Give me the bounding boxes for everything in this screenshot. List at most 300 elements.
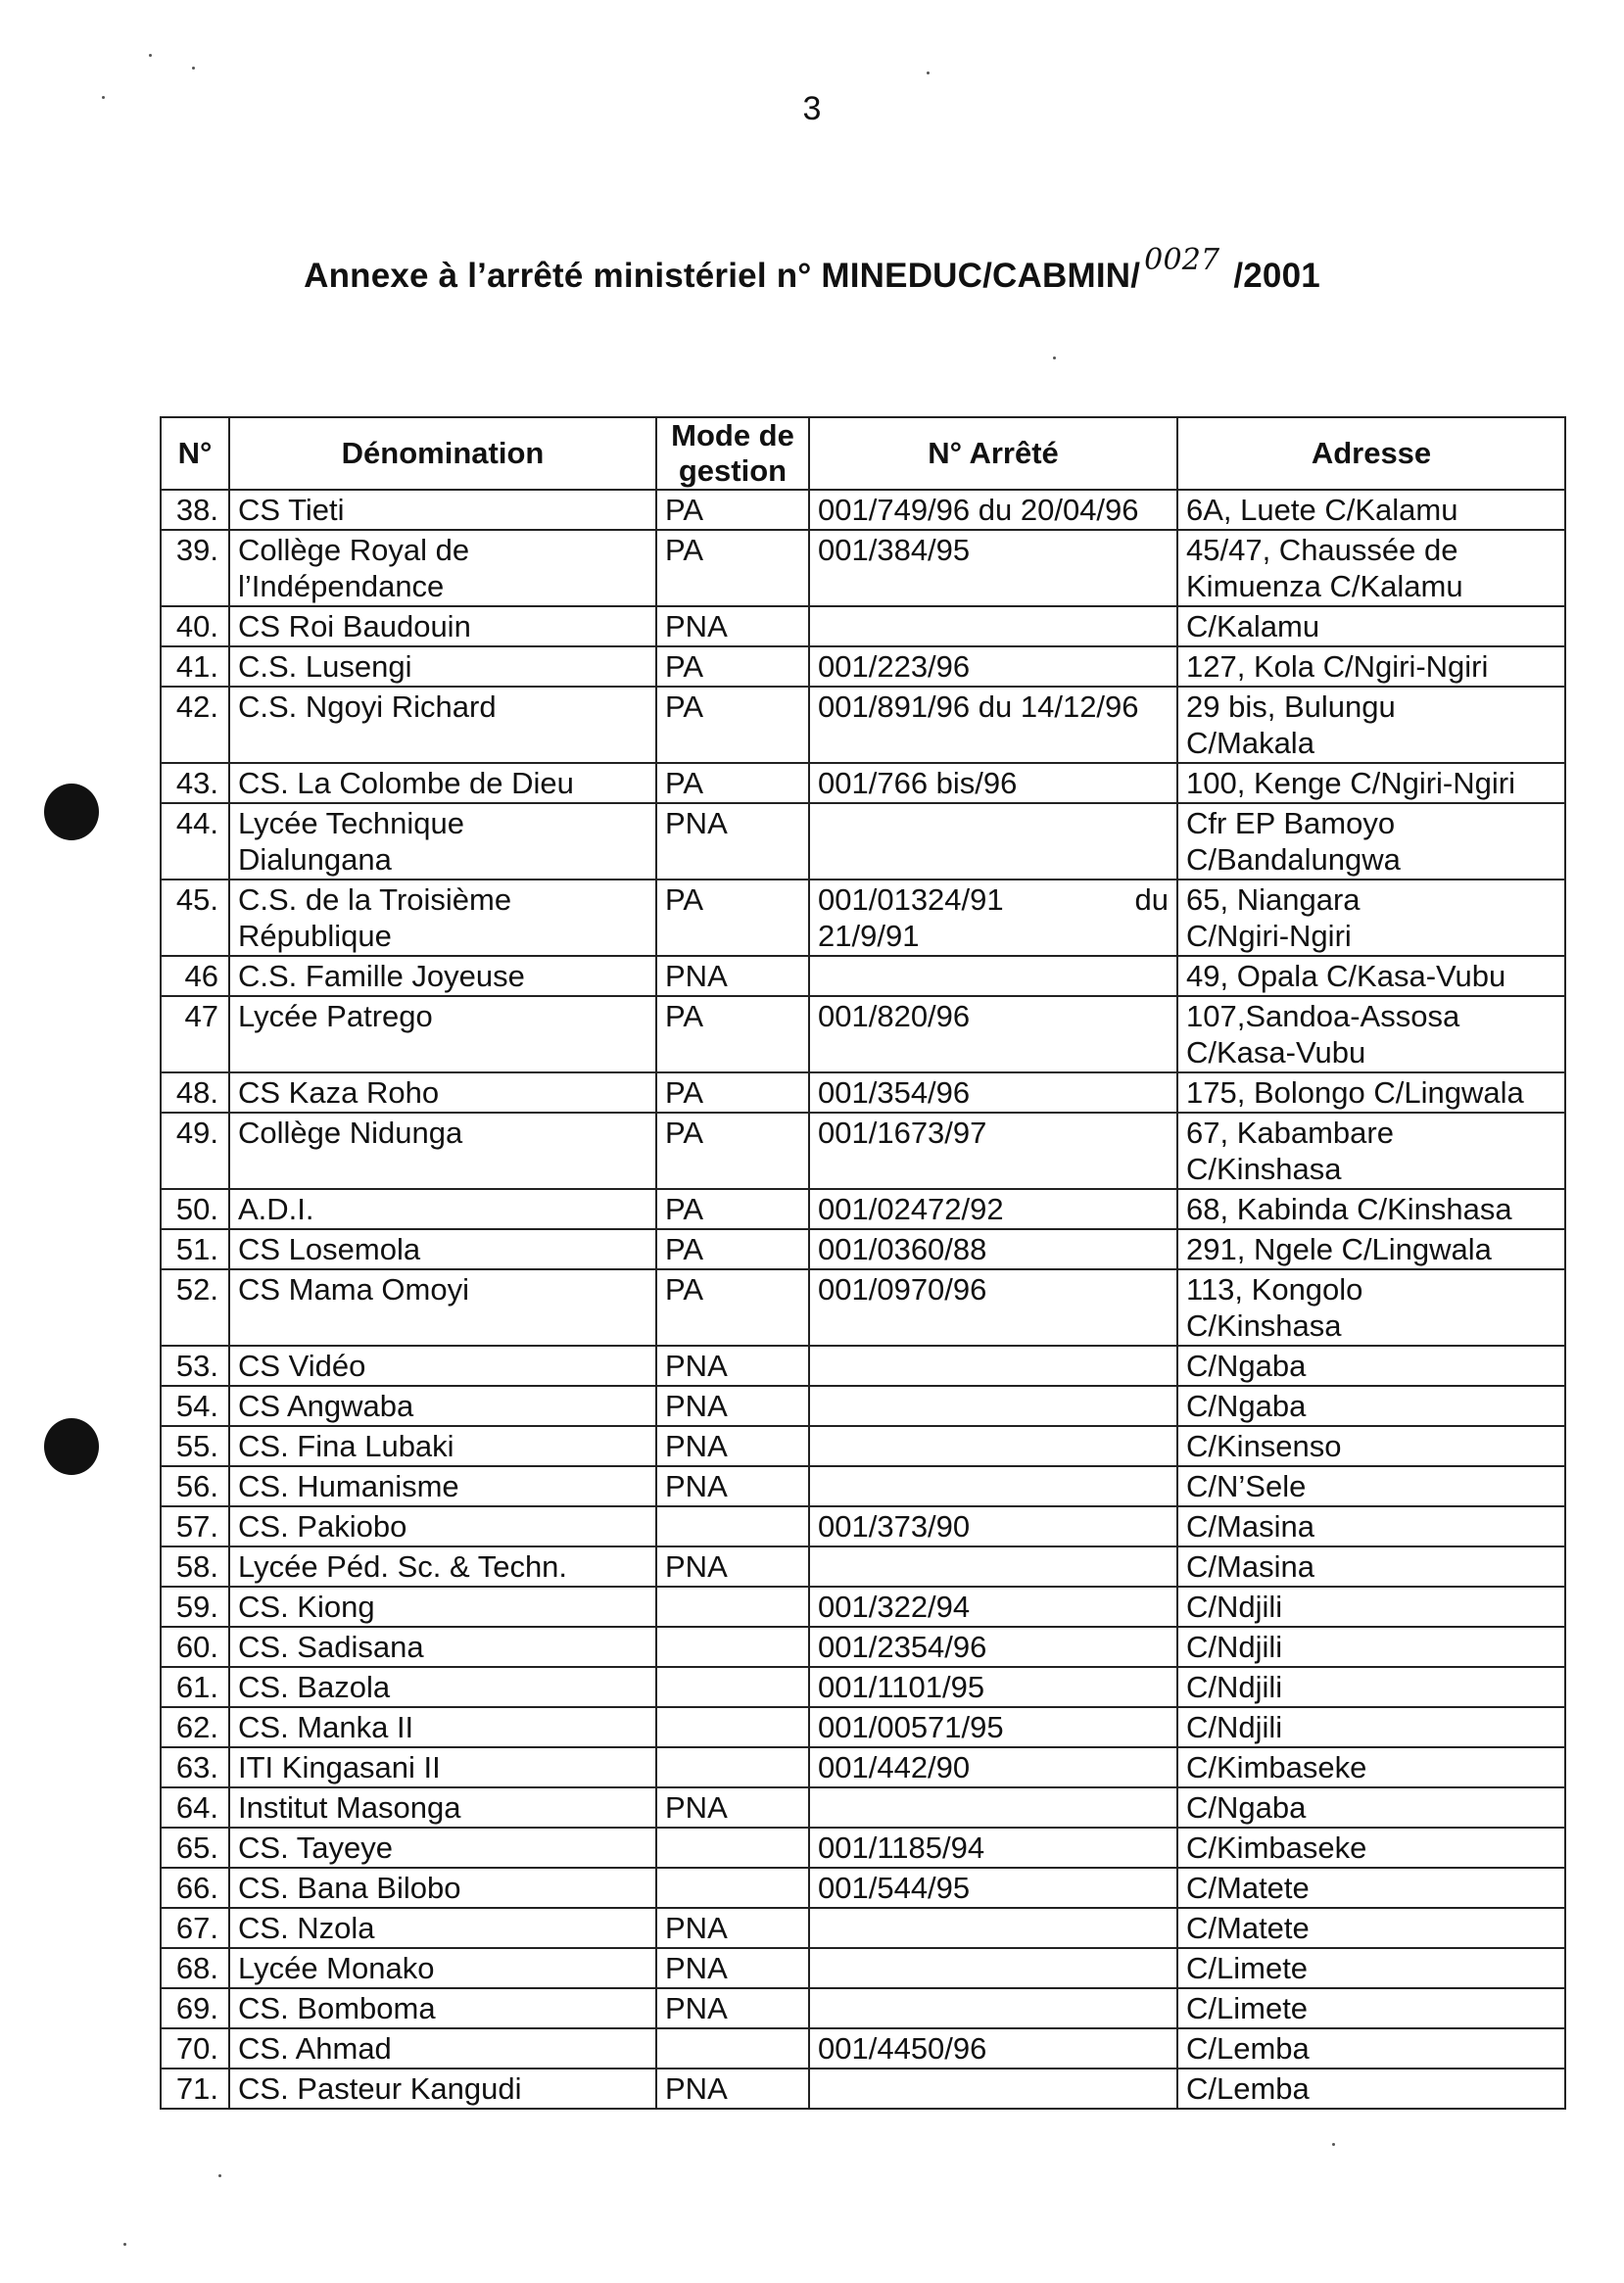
header-arrete: N° Arrêté — [809, 417, 1177, 490]
adresse-cell — [1177, 1506, 1565, 1546]
denomination-text: CS. Nzola — [238, 1911, 375, 1945]
title-prefix: Annexe à l’arrêté ministériel n° MINEDUC/CABMIN/ — [304, 257, 1141, 295]
table-row — [161, 1269, 1565, 1346]
table-row — [161, 1229, 1565, 1269]
arrete-cell — [809, 1113, 1177, 1189]
denomination-text: l’Indépendance — [238, 569, 445, 603]
arrete-cell — [809, 530, 1177, 606]
denomination-cell — [229, 646, 656, 687]
denomination-text: Institut Masonga — [238, 1790, 461, 1825]
arrete-text: 001/322/94 — [818, 1590, 971, 1624]
arrete-text: 001/442/90 — [818, 1750, 971, 1784]
adresse-cell — [1177, 1072, 1565, 1113]
table-row — [161, 1546, 1565, 1587]
adresse-text: C/Kinsenso — [1186, 1429, 1342, 1463]
mode-gestion-cell — [656, 2028, 809, 2069]
row-number-cell: 50. — [161, 1189, 229, 1229]
denomination-cell — [229, 1868, 656, 1908]
denomination-cell — [229, 1587, 656, 1627]
adresse-cell — [1177, 1747, 1565, 1787]
handwritten-decree-number: 0027 — [1144, 243, 1220, 277]
punch-hole-top — [44, 784, 99, 840]
adresse-text: C/Lemba — [1186, 2071, 1310, 2106]
arrete-cell — [809, 880, 1177, 956]
denomination-cell — [229, 1546, 656, 1587]
arrete-text: 001/373/90 — [818, 1509, 971, 1544]
punch-hole-bottom — [44, 1418, 99, 1475]
row-number-cell: 38. — [161, 490, 229, 530]
table-row — [161, 1908, 1565, 1948]
row-number-cell: 70. — [161, 2028, 229, 2069]
adresse-text: C/Ndjili — [1186, 1590, 1283, 1624]
denomination-text: Lycée Technique — [238, 806, 464, 840]
mode-gestion-cell: PA — [656, 880, 809, 956]
table-row — [161, 1113, 1565, 1189]
denomination-cell — [229, 1988, 656, 2028]
mode-gestion-cell: PA — [656, 687, 809, 763]
denomination-cell — [229, 687, 656, 763]
arrete-text: 001/749/96 du 20/04/96 — [818, 493, 1139, 527]
arrete-cell — [809, 1587, 1177, 1627]
denomination-text: Lycée Monako — [238, 1951, 435, 1985]
arrete-cell — [809, 2028, 1177, 2069]
row-number-cell: 45. — [161, 880, 229, 956]
denomination-text: C.S. Ngoyi Richard — [238, 690, 497, 724]
adresse-text: C/Ngiri-Ngiri — [1186, 919, 1352, 953]
denomination-text: A.D.I. — [238, 1192, 314, 1226]
adresse-cell — [1177, 996, 1565, 1072]
adresse-text: Cfr EP Bamoyo — [1186, 806, 1396, 840]
arrete-cell — [809, 1072, 1177, 1113]
table-row — [161, 1466, 1565, 1506]
row-number-cell: 65. — [161, 1828, 229, 1868]
arrete-text: 001/1101/95 — [818, 1670, 985, 1704]
row-number-cell: 51. — [161, 1229, 229, 1269]
denomination-cell — [229, 1908, 656, 1948]
adresse-text: Kimuenza C/Kalamu — [1186, 569, 1463, 603]
table-row — [161, 646, 1565, 687]
row-number-cell: 40. — [161, 606, 229, 646]
adresse-text: 107,Sandoa-Assosa — [1186, 999, 1460, 1033]
table-row — [161, 1667, 1565, 1707]
denomination-cell — [229, 530, 656, 606]
adresse-text: 127, Kola C/Ngiri-Ngiri — [1186, 649, 1489, 684]
adresse-cell — [1177, 1787, 1565, 1828]
mode-gestion-cell: PNA — [656, 1988, 809, 2028]
arrete-text: 001/1673/97 — [818, 1116, 987, 1150]
arrete-cell — [809, 1948, 1177, 1988]
header-adresse: Adresse — [1177, 417, 1565, 490]
denomination-cell — [229, 1386, 656, 1426]
scan-speck — [1332, 2143, 1335, 2146]
adresse-cell — [1177, 763, 1565, 803]
denomination-text: CS Roi Baudouin — [238, 609, 471, 643]
adresse-text: 45/47, Chaussée de — [1186, 533, 1458, 567]
scan-speck — [927, 71, 930, 74]
arrete-text: 001/384/95 — [818, 533, 971, 567]
mode-gestion-cell — [656, 1506, 809, 1546]
denomination-cell — [229, 1072, 656, 1113]
denomination-cell — [229, 763, 656, 803]
arrete-text: 001/0970/96 — [818, 1272, 987, 1307]
adresse-text: 6A, Luete C/Kalamu — [1186, 493, 1458, 527]
arrete-cell — [809, 1707, 1177, 1747]
adresse-cell — [1177, 1908, 1565, 1948]
row-number-cell: 62. — [161, 1707, 229, 1747]
denomination-text: CS. Bana Bilobo — [238, 1871, 461, 1905]
arrete-cell — [809, 1386, 1177, 1426]
row-number-cell: 52. — [161, 1269, 229, 1346]
adresse-cell — [1177, 1667, 1565, 1707]
mode-gestion-cell: PNA — [656, 803, 809, 880]
adresse-text: 291, Ngele C/Lingwala — [1186, 1232, 1492, 1266]
denomination-text: C.S. de la Troisième — [238, 882, 512, 917]
denomination-text: CS Losemola — [238, 1232, 421, 1266]
table-row — [161, 1988, 1565, 2028]
mode-gestion-cell: PA — [656, 1113, 809, 1189]
denomination-text: CS. Kiong — [238, 1590, 375, 1624]
scan-speck — [1053, 357, 1056, 359]
denomination-cell — [229, 1627, 656, 1667]
mode-gestion-cell: PA — [656, 530, 809, 606]
arrete-cell — [809, 1466, 1177, 1506]
arrete-text: 001/766 bis/96 — [818, 766, 1018, 800]
denomination-cell — [229, 1269, 656, 1346]
mode-gestion-cell: PA — [656, 996, 809, 1072]
row-number-cell: 69. — [161, 1988, 229, 2028]
mode-gestion-cell: PNA — [656, 606, 809, 646]
adresse-text: C/Kasa-Vubu — [1186, 1035, 1366, 1070]
arrete-cell — [809, 1747, 1177, 1787]
scan-speck — [149, 54, 152, 57]
row-number-cell: 44. — [161, 803, 229, 880]
adresse-cell — [1177, 1346, 1565, 1386]
adresse-cell — [1177, 1868, 1565, 1908]
mode-gestion-cell: PNA — [656, 1546, 809, 1587]
denomination-cell — [229, 490, 656, 530]
denomination-cell — [229, 2028, 656, 2069]
denomination-cell — [229, 1747, 656, 1787]
row-number-cell: 55. — [161, 1426, 229, 1466]
adresse-cell — [1177, 1113, 1565, 1189]
mode-gestion-cell: PNA — [656, 1787, 809, 1828]
arrete-du: du — [1134, 882, 1169, 917]
denomination-text: CS. Pasteur Kangudi — [238, 2071, 522, 2106]
mode-gestion-cell: PNA — [656, 1948, 809, 1988]
row-number-cell: 46 — [161, 956, 229, 996]
denomination-text: CS. La Colombe de Dieu — [238, 766, 574, 800]
arrete-cell — [809, 1346, 1177, 1386]
row-number-cell: 42. — [161, 687, 229, 763]
denomination-cell — [229, 1189, 656, 1229]
row-number-cell: 58. — [161, 1546, 229, 1587]
adresse-text: C/N’Sele — [1186, 1469, 1307, 1503]
denomination-text: CS Angwaba — [238, 1389, 414, 1423]
mode-gestion-cell: PA — [656, 646, 809, 687]
arrete-text: 001/544/95 — [818, 1871, 971, 1905]
denomination-text: Lycée Patrego — [238, 999, 433, 1033]
mode-gestion-cell: PA — [656, 1269, 809, 1346]
adresse-cell — [1177, 1627, 1565, 1667]
denomination-text: Lycée Péd. Sc. & Techn. — [238, 1549, 568, 1584]
arrete-date: 21/9/91 — [818, 919, 920, 953]
arrete-cell — [809, 1828, 1177, 1868]
arrete-text: 001/0360/88 — [818, 1232, 987, 1266]
adresse-text: C/Kinshasa — [1186, 1152, 1342, 1186]
denomination-text: C.S. Famille Joyeuse — [238, 959, 525, 993]
adresse-cell — [1177, 1546, 1565, 1587]
adresse-text: 100, Kenge C/Ngiri-Ngiri — [1186, 766, 1515, 800]
adresse-text: 67, Kabambare — [1186, 1116, 1394, 1150]
denomination-text: CS. Humanisme — [238, 1469, 459, 1503]
denomination-cell — [229, 1426, 656, 1466]
row-number-cell: 71. — [161, 2069, 229, 2109]
denomination-cell — [229, 1948, 656, 1988]
arrete-number: 001/01324/91 — [818, 882, 1004, 917]
row-number-cell: 66. — [161, 1868, 229, 1908]
arrete-cell — [809, 803, 1177, 880]
arrete-cell — [809, 1908, 1177, 1948]
annex-table — [160, 416, 1566, 2110]
adresse-cell — [1177, 803, 1565, 880]
row-number-cell: 67. — [161, 1908, 229, 1948]
denomination-text: CS. Sadisana — [238, 1630, 424, 1664]
adresse-text: C/Kimbaseke — [1186, 1831, 1367, 1865]
table-row — [161, 1346, 1565, 1386]
arrete-cell — [809, 996, 1177, 1072]
denomination-cell — [229, 1506, 656, 1546]
denomination-cell — [229, 996, 656, 1072]
table-header-row — [161, 417, 1565, 490]
denomination-cell — [229, 606, 656, 646]
mode-gestion-cell: PA — [656, 763, 809, 803]
arrete-cell — [809, 1787, 1177, 1828]
adresse-cell — [1177, 646, 1565, 687]
table-row — [161, 880, 1565, 956]
mode-gestion-cell: PNA — [656, 956, 809, 996]
mode-gestion-cell: PNA — [656, 2069, 809, 2109]
adresse-text: C/Masina — [1186, 1549, 1314, 1584]
mode-gestion-cell: PNA — [656, 1466, 809, 1506]
adresse-text: C/Ndjili — [1186, 1710, 1283, 1744]
adresse-cell — [1177, 880, 1565, 956]
denomination-text: CS. Fina Lubaki — [238, 1429, 454, 1463]
table-row — [161, 1426, 1565, 1466]
adresse-text: C/Kalamu — [1186, 609, 1320, 643]
denomination-text: CS Kaza Roho — [238, 1075, 440, 1110]
mode-gestion-cell: PNA — [656, 1908, 809, 1948]
table-row — [161, 1948, 1565, 1988]
denomination-text: République — [238, 919, 392, 953]
arrete-cell — [809, 1868, 1177, 1908]
row-number-cell: 57. — [161, 1506, 229, 1546]
table-row — [161, 1587, 1565, 1627]
adresse-cell — [1177, 1466, 1565, 1506]
denomination-text: CS. Ahmad — [238, 2031, 392, 2066]
denomination-cell — [229, 2069, 656, 2109]
table-row — [161, 1506, 1565, 1546]
table-row — [161, 1787, 1565, 1828]
scan-speck — [123, 2243, 126, 2246]
adresse-text: C/Matete — [1186, 1911, 1310, 1945]
table-row — [161, 996, 1565, 1072]
adresse-text: 68, Kabinda C/Kinshasa — [1186, 1192, 1512, 1226]
table-row — [161, 530, 1565, 606]
arrete-cell — [809, 1546, 1177, 1587]
header-num: N° — [161, 417, 229, 490]
denomination-cell — [229, 880, 656, 956]
mode-gestion-cell — [656, 1828, 809, 1868]
adresse-text: C/Ngaba — [1186, 1389, 1307, 1423]
adresse-text: C/Ngaba — [1186, 1790, 1307, 1825]
row-number-cell: 61. — [161, 1667, 229, 1707]
header-denomination: Dénomination — [229, 417, 656, 490]
denomination-text: CS. Manka II — [238, 1710, 414, 1744]
arrete-text: 001/354/96 — [818, 1075, 971, 1110]
scan-speck — [218, 2174, 221, 2177]
denomination-text: CS. Bazola — [238, 1670, 391, 1704]
arrete-cell — [809, 1988, 1177, 2028]
row-number-cell: 41. — [161, 646, 229, 687]
mode-gestion-cell — [656, 1667, 809, 1707]
table-row — [161, 1627, 1565, 1667]
table-row — [161, 1747, 1565, 1787]
adresse-text: C/Lemba — [1186, 2031, 1310, 2066]
header-mode-line2: gestion — [678, 453, 788, 488]
denomination-text: Collège Royal de — [238, 533, 470, 567]
adresse-cell — [1177, 1988, 1565, 2028]
denomination-text: CS. Bomboma — [238, 1991, 436, 2025]
arrete-cell — [809, 763, 1177, 803]
adresse-cell — [1177, 2069, 1565, 2109]
arrete-cell — [809, 1269, 1177, 1346]
row-number-cell: 43. — [161, 763, 229, 803]
table-row — [161, 2028, 1565, 2069]
row-number-cell: 54. — [161, 1386, 229, 1426]
table-row — [161, 1386, 1565, 1426]
adresse-text: C/Ngaba — [1186, 1349, 1307, 1383]
adresse-cell — [1177, 1587, 1565, 1627]
arrete-cell — [809, 1189, 1177, 1229]
denomination-cell — [229, 1667, 656, 1707]
mode-gestion-cell: PNA — [656, 1346, 809, 1386]
row-number-cell: 53. — [161, 1346, 229, 1386]
adresse-cell — [1177, 1948, 1565, 1988]
arrete-cell — [809, 1426, 1177, 1466]
page-number: 3 — [802, 90, 822, 127]
arrete-text: 001/02472/92 — [818, 1192, 1004, 1226]
row-number-cell: 64. — [161, 1787, 229, 1828]
mode-gestion-cell — [656, 1747, 809, 1787]
denomination-text: Dialungana — [238, 842, 392, 877]
table-row — [161, 490, 1565, 530]
adresse-text: C/Masina — [1186, 1509, 1314, 1544]
denomination-text: CS Mama Omoyi — [238, 1272, 469, 1307]
arrete-cell — [809, 2069, 1177, 2109]
denomination-text: CS Vidéo — [238, 1349, 366, 1383]
mode-gestion-cell — [656, 1627, 809, 1667]
row-number-cell: 56. — [161, 1466, 229, 1506]
adresse-text: C/Ndjili — [1186, 1670, 1283, 1704]
adresse-cell — [1177, 606, 1565, 646]
row-number-cell: 63. — [161, 1747, 229, 1787]
row-number-cell: 39. — [161, 530, 229, 606]
row-number-cell: 49. — [161, 1113, 229, 1189]
denomination-text: C.S. Lusengi — [238, 649, 412, 684]
row-number-cell: 47 — [161, 996, 229, 1072]
adresse-text: C/Kinshasa — [1186, 1308, 1342, 1343]
adresse-cell — [1177, 687, 1565, 763]
adresse-cell — [1177, 1707, 1565, 1747]
adresse-cell — [1177, 1386, 1565, 1426]
adresse-text: C/Matete — [1186, 1871, 1310, 1905]
adresse-text: C/Kimbaseke — [1186, 1750, 1367, 1784]
denomination-cell — [229, 1828, 656, 1868]
mode-gestion-cell: PA — [656, 1189, 809, 1229]
mode-gestion-cell — [656, 1707, 809, 1747]
arrete-cell — [809, 956, 1177, 996]
denomination-cell — [229, 1466, 656, 1506]
mode-gestion-cell: PA — [656, 1229, 809, 1269]
adresse-text: 29 bis, Bulungu — [1186, 690, 1396, 724]
arrete-cell — [809, 687, 1177, 763]
denomination-cell — [229, 1787, 656, 1828]
arrete-text: 001/2354/96 — [818, 1630, 987, 1664]
table-row — [161, 803, 1565, 880]
denomination-cell — [229, 1113, 656, 1189]
arrete-text: 001/4450/96 — [818, 2031, 987, 2066]
table-row — [161, 1189, 1565, 1229]
arrete-cell — [809, 1627, 1177, 1667]
row-number-cell: 60. — [161, 1627, 229, 1667]
arrete-cell — [809, 1229, 1177, 1269]
table-row — [161, 2069, 1565, 2109]
arrete-text: 001/223/96 — [818, 649, 971, 684]
denomination-text: CS. Pakiobo — [238, 1509, 407, 1544]
adresse-cell — [1177, 1269, 1565, 1346]
adresse-text: 175, Bolongo C/Lingwala — [1186, 1075, 1524, 1110]
table-row — [161, 956, 1565, 996]
adresse-text: 113, Kongolo — [1186, 1272, 1363, 1307]
adresse-text: C/Bandalungwa — [1186, 842, 1401, 877]
adresse-text: C/Makala — [1186, 726, 1314, 760]
arrete-cell — [809, 646, 1177, 687]
arrete-cell — [809, 606, 1177, 646]
adresse-cell — [1177, 1426, 1565, 1466]
row-number-cell: 48. — [161, 1072, 229, 1113]
arrete-text: 001/00571/95 — [818, 1710, 1004, 1744]
arrete-line — [818, 881, 1169, 918]
denomination-cell — [229, 1707, 656, 1747]
adresse-cell — [1177, 956, 1565, 996]
mode-gestion-cell: PNA — [656, 1426, 809, 1466]
table-row — [161, 1868, 1565, 1908]
mode-gestion-cell: PA — [656, 490, 809, 530]
table-row — [161, 1707, 1565, 1747]
denomination-cell — [229, 803, 656, 880]
table-row — [161, 687, 1565, 763]
adresse-text: C/Limete — [1186, 1991, 1309, 2025]
arrete-text: 001/820/96 — [818, 999, 971, 1033]
adresse-cell — [1177, 1828, 1565, 1868]
adresse-cell — [1177, 1189, 1565, 1229]
table-row — [161, 763, 1565, 803]
arrete-cell — [809, 490, 1177, 530]
denomination-text: CS Tieti — [238, 493, 345, 527]
header-mode-line1: Mode de — [671, 418, 794, 452]
mode-gestion-cell: PNA — [656, 1386, 809, 1426]
adresse-cell — [1177, 490, 1565, 530]
